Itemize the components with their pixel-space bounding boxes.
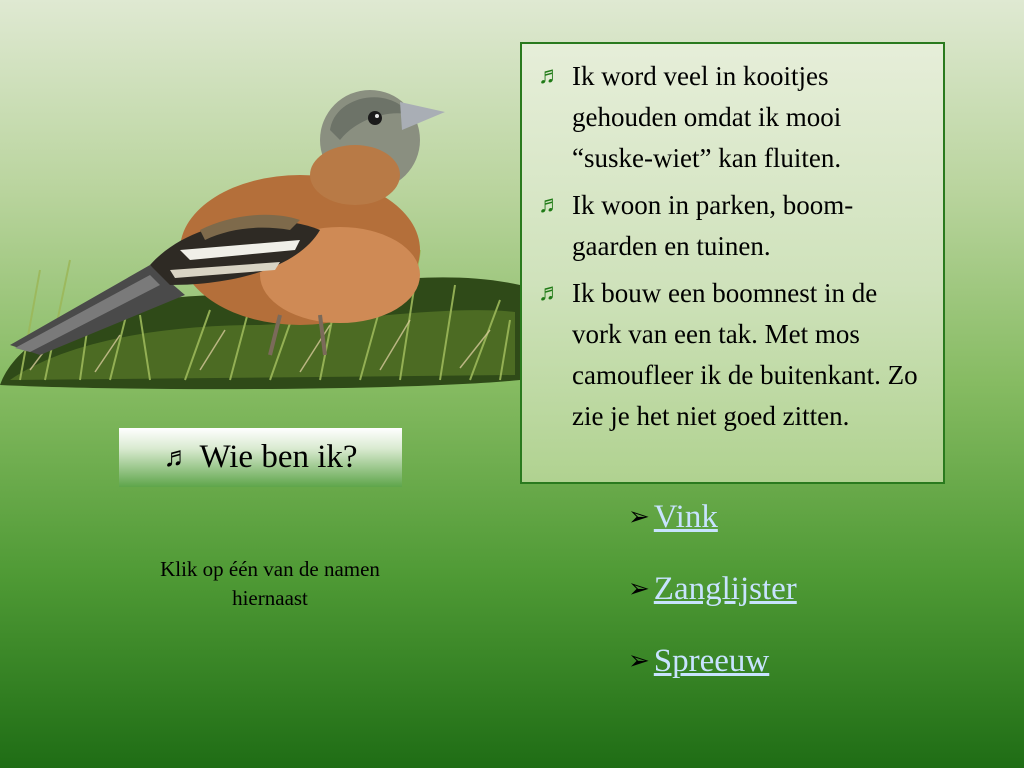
answer-item bbox=[628, 569, 797, 609]
music-note-icon: ♬ bbox=[538, 192, 562, 218]
instruction-text: Klik op één van de namen hiernaast bbox=[160, 557, 380, 610]
music-note-icon: ♬ bbox=[163, 441, 192, 473]
chaffinch-photo bbox=[0, 80, 520, 390]
answer-link-zanglijster[interactable]: Zanglijster bbox=[653, 571, 797, 607]
music-note-icon: ♬ bbox=[538, 63, 562, 89]
fact-text: Ik word veel in kooitjes gehouden omdat ik mooi “suske-wiet” kan fluiten. bbox=[572, 61, 842, 173]
answer-item bbox=[628, 497, 797, 537]
fact-item bbox=[538, 185, 925, 267]
answer-list bbox=[628, 497, 797, 713]
answer-item bbox=[628, 641, 797, 681]
answer-link-vink[interactable]: Vink bbox=[653, 499, 718, 535]
fact-text: Ik bouw een boomnest in de vork van een tak. Met mos camoufleer ik de buitenkant. Zo zie je het niet goed zitten. bbox=[572, 278, 918, 431]
arrow-bullet-icon: ➢ bbox=[628, 574, 650, 603]
bird-eye bbox=[368, 111, 382, 125]
music-note-icon: ♬ bbox=[538, 280, 562, 306]
fact-item bbox=[538, 56, 925, 179]
bird-beak bbox=[400, 102, 445, 130]
arrow-bullet-icon: ➢ bbox=[628, 646, 650, 675]
quiz-title-box bbox=[119, 428, 402, 487]
fact-text: Ik woon in parken, boom-gaarden en tuinen. bbox=[572, 190, 854, 261]
arrow-bullet-icon: ➢ bbox=[628, 502, 650, 531]
bird-facts-box bbox=[520, 42, 945, 484]
quiz-title: Wie ben ik? bbox=[199, 439, 358, 475]
fact-item bbox=[538, 273, 925, 437]
facts-list bbox=[522, 44, 943, 437]
answer-link-spreeuw[interactable]: Spreeuw bbox=[653, 643, 770, 679]
